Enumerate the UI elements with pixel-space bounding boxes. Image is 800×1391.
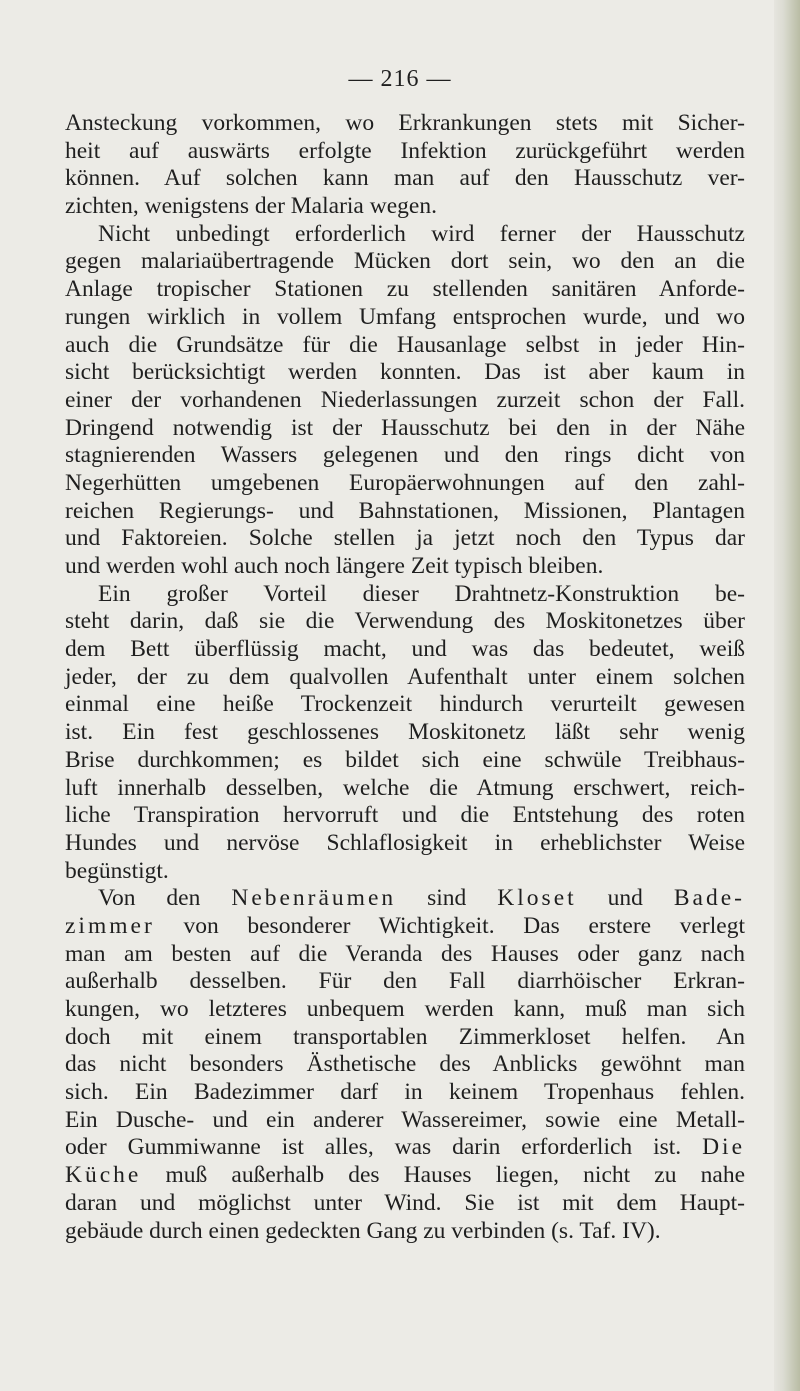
text-run: sind bbox=[396, 885, 498, 912]
text-line: das nicht besonders Ästhetische des Anblicks gewöhnt man bbox=[65, 1051, 745, 1078]
text-line: Dringend notwendig ist der Hausschutz bei den in der Nähe bbox=[65, 414, 745, 441]
text-run: von besonderer Wichtigkeit. Das erstere verlegt bbox=[154, 912, 745, 939]
spaced-term-kueche: Küche bbox=[65, 1162, 142, 1189]
spaced-term-kloset: Kloset bbox=[497, 885, 577, 912]
spaced-term-zimmer: zimmer bbox=[65, 912, 155, 939]
text-line: einmal eine heiße Trockenzeit hindurch verurteilt gewesen bbox=[65, 691, 745, 718]
text-line: rungen wirklich in vollem Umfang entsprochen wurde, und wo bbox=[65, 303, 745, 330]
text-line: sicht berücksichtigt werden konnten. Das ist aber kaum in bbox=[65, 359, 745, 386]
text-line: können. Auf solchen kann man auf den Hausschutz ver- bbox=[65, 165, 745, 192]
text-line: man am besten auf die Veranda des Hauses oder ganz nach bbox=[65, 940, 745, 967]
text-line: Hundes und nervöse Schlaflosigkeit in erheblichster Weise bbox=[65, 829, 745, 856]
text-line: heit auf auswärts erfolgte Infektion zurückgeführt werden bbox=[65, 137, 745, 164]
page-edge-shadow bbox=[774, 0, 800, 1391]
text-run: muß außerhalb des Hauses liegen, nicht zu nahe bbox=[141, 1162, 745, 1189]
text-line: Brise durchkommen; es bildet sich eine schwüle Treibhaus- bbox=[65, 746, 745, 773]
text-line: zichten, wenigstens der Malaria wegen. bbox=[65, 193, 437, 220]
text-run: Von den bbox=[98, 885, 232, 912]
text-line: stagnierenden Wassers gelegenen und den rings dicht von bbox=[65, 442, 745, 469]
text-line: außerhalb desselben. Für den Fall diarrhöischer Erkran- bbox=[65, 968, 745, 995]
text-line: Ein großer Vorteil dieser Drahtnetz-Konstruktion be- bbox=[98, 580, 745, 607]
text-line: Ansteckung vorkommen, wo Erkrankungen stets mit Sicher- bbox=[65, 110, 745, 136]
text-line: sich. Ein Badezimmer darf in keinem Tropenhaus fehlen. bbox=[65, 1079, 745, 1106]
spaced-term-bade: Bade- bbox=[673, 885, 745, 912]
text-line: luft innerhalb desselben, welche die Atmung erschwert, reich- bbox=[65, 774, 745, 801]
spaced-term-die: Die bbox=[702, 1134, 745, 1161]
text-line: jeder, der zu dem qualvollen Aufenthalt unter einem solchen bbox=[65, 663, 745, 690]
spaced-term-nebenraeumen: Nebenräumen bbox=[231, 885, 397, 912]
text-line: Anlage tropischer Stationen zu stellenden sanitären Anforde- bbox=[65, 276, 745, 303]
text-line bbox=[65, 1162, 745, 1190]
text-line: dem Bett überflüssig macht, und was das bedeutet, weiß bbox=[65, 636, 745, 663]
text-line: gebäude durch einen gedeckten Gang zu verbinden (s. Taf. IV). bbox=[65, 1217, 661, 1244]
text-line: ist. Ein fest geschlossenes Moskitonetz läßt sehr wenig bbox=[65, 719, 745, 746]
text-line: liche Transpiration hervorruft und die Entstehung des roten bbox=[65, 802, 745, 829]
text-line: reichen Regierungs- und Bahnstationen, Missionen, Plantagen bbox=[65, 497, 745, 524]
text-line: und Faktoreien. Solche stellen ja jetzt noch den Typus dar bbox=[65, 525, 745, 552]
text-line: einer der vorhandenen Niederlassungen zurzeit schon der Fall. bbox=[65, 386, 745, 413]
text-line bbox=[65, 913, 745, 941]
text-line bbox=[65, 1134, 745, 1162]
text-line: gegen malariaübertragende Mücken dort sein, wo den an die bbox=[65, 248, 745, 275]
page-number: — 216 — bbox=[348, 66, 452, 92]
text-line: und werden wohl auch noch längere Zeit typisch bleiben. bbox=[65, 553, 604, 579]
text-run: und bbox=[576, 885, 674, 912]
text-line: Ein Dusche- und ein anderer Wassereimer, sowie eine Metall- bbox=[65, 1106, 745, 1133]
text-line: steht darin, daß sie die Verwendung des Moskitonetzes über bbox=[65, 608, 745, 635]
body-text bbox=[65, 110, 745, 1245]
text-line bbox=[65, 885, 745, 913]
text-line: Negerhütten umgebenen Europäerwohnungen auf den zahl- bbox=[65, 469, 745, 496]
text-line: daran und möglichst unter Wind. Sie ist mit dem Haupt- bbox=[65, 1189, 745, 1216]
text-line: begünstigt. bbox=[65, 857, 169, 884]
text-line: doch mit einem transportablen Zimmerkloset helfen. An bbox=[65, 1023, 745, 1050]
text-line: kungen, wo letzteres unbequem werden kann, muß man sich bbox=[65, 996, 745, 1022]
text-run: oder Gummiwanne ist alles, was darin erforderlich ist. bbox=[65, 1134, 703, 1161]
text-line: auch die Grundsätze für die Hausanlage selbst in jeder Hin- bbox=[65, 331, 745, 358]
text-line: Nicht unbedingt erforderlich wird ferner der Hausschutz bbox=[98, 220, 745, 247]
